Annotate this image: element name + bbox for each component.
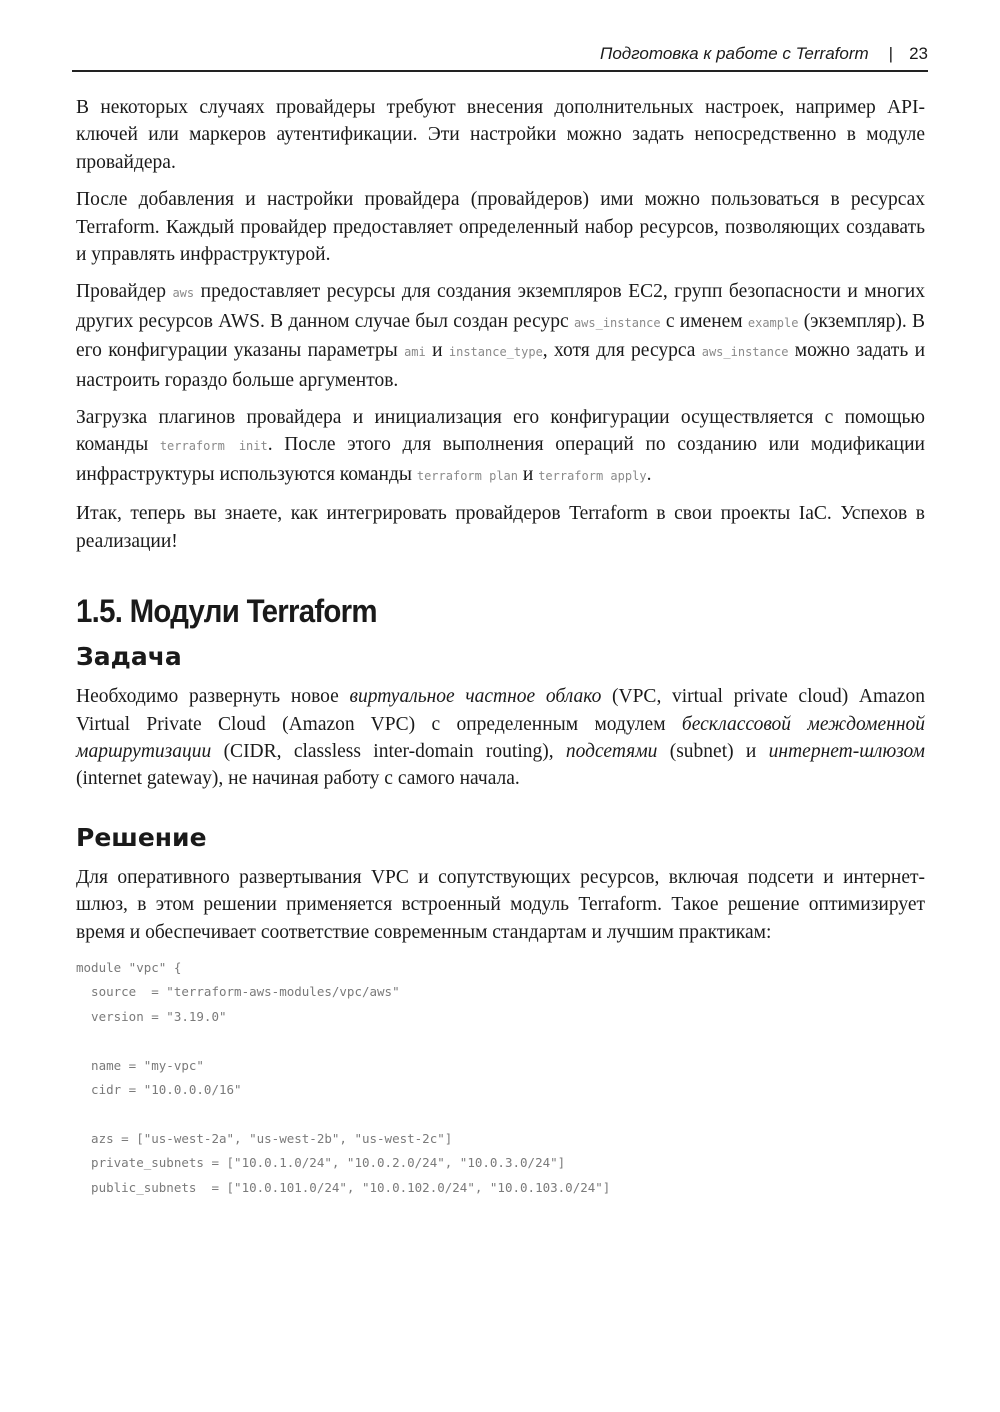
inline-code: aws xyxy=(172,286,195,301)
chapter-title: Подготовка к работе с Terraform xyxy=(600,44,869,63)
solution-paragraph: Для оперативного развертывания VPC и сопутствующих ресурсов, включая подсети и интернет-шлюз, в этом решении применяется встроенный модуль Terraform. Такое решение оптимизирует время и обеспечивает соответствие современным стандартам и лучшим практикам: xyxy=(76,866,925,943)
solution-heading: Решение xyxy=(76,822,207,852)
inline-code: example xyxy=(747,315,799,330)
code-line: module "vpc" { xyxy=(76,959,182,975)
page-number: 23 xyxy=(909,44,928,63)
code-line: cidr = "10.0.0.0/16" xyxy=(76,1081,242,1097)
code-line: source = "terraform-aws-modules/vpc/aws" xyxy=(76,984,400,1000)
inline-code: aws_instance xyxy=(701,345,789,360)
header-separator: | xyxy=(888,44,894,63)
section-title: 1.5. Модули Terraform xyxy=(76,593,377,630)
inline-code: ami xyxy=(404,345,426,360)
code-line: version = "3.19.0" xyxy=(76,1008,227,1024)
paragraph-aws-provider: Провайдер aws предоставляет ресурсы для создания экземпляров EC2, групп безопасности и многих других ресурсов AWS. В данном случае был создан ресурс aws_instance с именем example (экземпляр). В его конфигурации указаны параметры ami и instance_type, хотя для ресурса aws_instance можно задать и настроить гораздо больше аргументов. xyxy=(76,281,926,391)
code-line: private_subnets = ["10.0.1.0/24", "10.0.2.0/24", "10.0.3.0/24"] xyxy=(76,1155,566,1171)
paragraph-conclusion: Итак, теперь вы знаете, как интегрировать провайдеров Terraform в свои проекты IaC. Успехов в реализации! xyxy=(76,503,925,552)
inline-code: terraform apply xyxy=(538,468,647,483)
paragraph-provider-settings: В некоторых случаях провайдеры требуют внесения дополнительных настроек, например API-ключей или маркеров аутентификации. Эти настройки можно задать непосредственно в модуле провайдера. xyxy=(76,97,925,173)
inline-code: terraform init xyxy=(159,439,268,454)
running-header xyxy=(72,40,928,72)
task-heading: Задача xyxy=(76,642,182,672)
task-paragraph: Необходимо развернуть новое виртуальное частное облако (VPC, virtual private cloud) Amazon Virtual Private Cloud (Amazon VPC) с определенным модулем бесклассовой междоменной маршрутизации (CIDR, classless inter-domain routing), подсетями (subnet) и интернет-шлюзом (internet gateway), не начиная работу с самого начала. xyxy=(76,686,925,790)
code-listing xyxy=(76,956,925,1200)
page-content xyxy=(76,94,925,1200)
paragraph-provider-resources: После добавления и настройки провайдера (провайдеров) ими можно пользоваться в ресурсах Terraform. Каждый провайдер предоставляет определенный набор ресурсов, позволяющих создавать и управлять инфраструктурой. xyxy=(76,189,925,266)
code-line: azs = ["us-west-2a", "us-west-2b", "us-west-2c"] xyxy=(76,1130,453,1146)
inline-code: terraform plan xyxy=(416,468,518,483)
paragraph-terraform-commands: Загрузка плагинов провайдера и инициализация его конфигурации осуществляется с помощью команды terraform init. После этого для выполнения операций по созданию или модификации инфраструктуры используются команды terraform plan и terraform apply. xyxy=(76,407,925,485)
inline-code: aws_instance xyxy=(573,315,661,330)
code-line: public_subnets = ["10.0.101.0/24", "10.0.102.0/24", "10.0.103.0/24"] xyxy=(76,1179,611,1195)
inline-code: instance_type xyxy=(448,345,543,360)
code-line: name = "my-vpc" xyxy=(76,1057,204,1073)
